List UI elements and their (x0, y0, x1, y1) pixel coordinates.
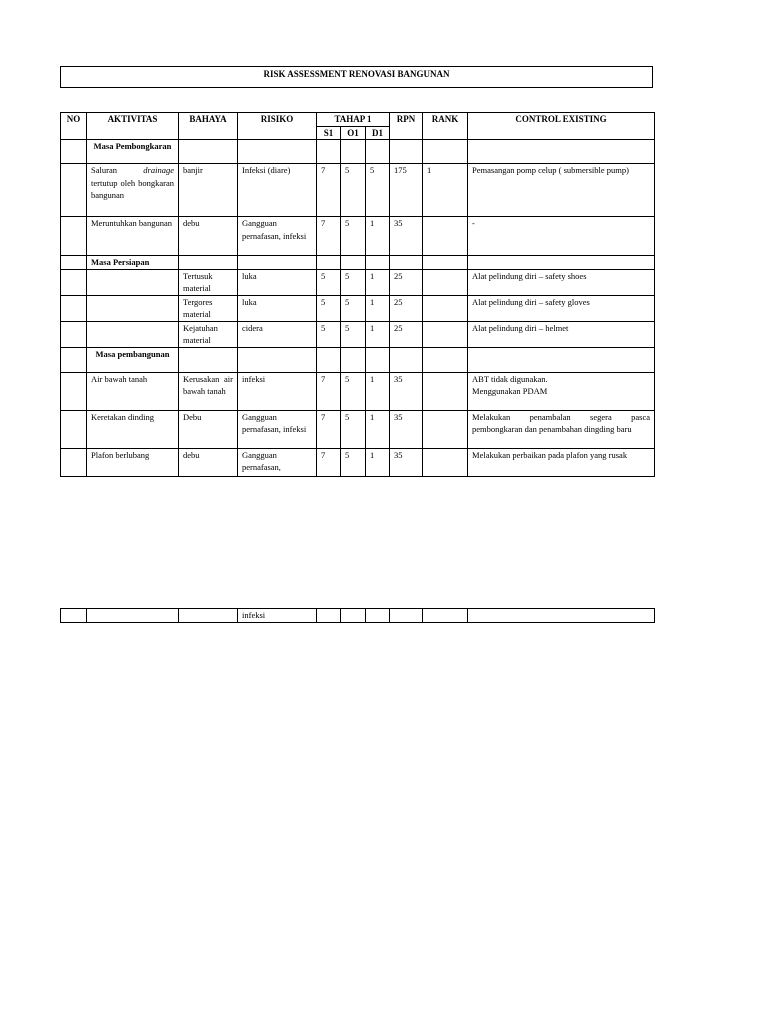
o-cell: 5 (341, 295, 366, 321)
bahaya-cell: debu (179, 448, 238, 476)
aktivitas-cell: Keretakan dinding (87, 410, 179, 448)
risk-assessment-table-continued (60, 608, 655, 623)
d-cell: 1 (366, 448, 390, 476)
header-control: CONTROL EXISTING (468, 113, 655, 140)
header-aktivitas: AKTIVITAS (87, 113, 179, 140)
aktivitas-cell: Saluran drainage tertutup oleh bongkaran bangunan (87, 164, 179, 217)
header-risiko: RISIKO (238, 113, 317, 140)
header-row (61, 113, 655, 127)
rank-cell: 1 (423, 164, 468, 217)
table-row (61, 609, 655, 623)
risiko-cell: luka (238, 295, 317, 321)
header-bahaya: BAHAYA (179, 113, 238, 140)
risiko-cell: Gangguan pernafasan, infeksi (238, 217, 317, 256)
rpn-cell: 35 (390, 372, 423, 410)
d-cell: 1 (366, 217, 390, 256)
bahaya-cell: Tertusuk material (179, 269, 238, 295)
o-cell: 5 (341, 164, 366, 217)
header-rank: RANK (423, 113, 468, 140)
section-row (61, 347, 655, 372)
d-cell: 1 (366, 410, 390, 448)
aktivitas-cell: Plafon berlubang (87, 448, 179, 476)
bahaya-cell: banjir (179, 164, 238, 217)
control-cell: Alat pelindung diri – safety gloves (468, 295, 655, 321)
rank-cell (423, 410, 468, 448)
section-pembongkaran: Masa Pembongkaran (87, 140, 179, 164)
rank-cell (423, 269, 468, 295)
o-cell: 5 (341, 372, 366, 410)
o-cell: 5 (341, 448, 366, 476)
aktivitas-cell: Meruntuhkan bangunan (87, 217, 179, 256)
section-pembangunan: Masa pembangunan (87, 347, 179, 372)
rank-cell (423, 321, 468, 347)
risiko-cell: cidera (238, 321, 317, 347)
rank-cell (423, 217, 468, 256)
aktivitas-cell (87, 321, 179, 347)
d-cell: 1 (366, 372, 390, 410)
header-s: S1 (317, 126, 341, 140)
control-cell: ABT tidak digunakan. Menggunakan PDAM (468, 372, 655, 410)
s-cell: 5 (317, 321, 341, 347)
aktivitas-cell (87, 269, 179, 295)
control-cell: Pemasangan pomp celup ( submersible pump) (468, 164, 655, 217)
control-cell: Melakukan penambalan segera pasca pembongkaran dan penambahan dingding baru (468, 410, 655, 448)
rpn-cell: 35 (390, 410, 423, 448)
section-row (61, 256, 655, 270)
table-row (61, 410, 655, 448)
risiko-cell: Gangguan pernafasan, infeksi (238, 410, 317, 448)
table-row (61, 217, 655, 256)
o-cell: 5 (341, 321, 366, 347)
risiko-cell: infeksi (238, 372, 317, 410)
s-cell: 7 (317, 410, 341, 448)
control-cell: Melakukan perbaikan pada plafon yang rusak (468, 448, 655, 476)
d-cell: 5 (366, 164, 390, 217)
table-row (61, 448, 655, 476)
bahaya-cell: Kejatuhan material (179, 321, 238, 347)
risiko-cell: Gangguan pernafasan, (238, 448, 317, 476)
o-cell: 5 (341, 269, 366, 295)
bahaya-cell: Debu (179, 410, 238, 448)
d-cell: 1 (366, 295, 390, 321)
control-cell: - (468, 217, 655, 256)
aktivitas-cell (87, 295, 179, 321)
table-row (61, 164, 655, 217)
bahaya-cell: Tergores material (179, 295, 238, 321)
header-rpn: RPN (390, 113, 423, 140)
s-cell: 7 (317, 164, 341, 217)
s-cell: 5 (317, 269, 341, 295)
table-row (61, 295, 655, 321)
rank-cell (423, 372, 468, 410)
rpn-cell: 25 (390, 269, 423, 295)
o-cell: 5 (341, 217, 366, 256)
aktivitas-cell: Air bawah tanah (87, 372, 179, 410)
risiko-cell: luka (238, 269, 317, 295)
section-row (61, 140, 655, 164)
bahaya-cell: Kerusakan air bawah tanah (179, 372, 238, 410)
header-no: NO (61, 113, 87, 140)
table-row (61, 372, 655, 410)
risiko-cell: infeksi (238, 609, 317, 623)
risk-assessment-table (60, 112, 655, 477)
document-title: RISK ASSESSMENT RENOVASI BANGUNAN (60, 66, 653, 88)
table-row (61, 269, 655, 295)
d-cell: 1 (366, 269, 390, 295)
s-cell: 7 (317, 217, 341, 256)
rpn-cell: 35 (390, 448, 423, 476)
section-persiapan: Masa Persiapan (87, 256, 179, 270)
header-o: O1 (341, 126, 366, 140)
header-tahap: TAHAP 1 (317, 113, 390, 127)
control-cell: Alat pelindung diri – safety shoes (468, 269, 655, 295)
s-cell: 5 (317, 295, 341, 321)
rpn-cell: 35 (390, 217, 423, 256)
s-cell: 7 (317, 372, 341, 410)
rank-cell (423, 295, 468, 321)
rpn-cell: 25 (390, 295, 423, 321)
d-cell: 1 (366, 321, 390, 347)
risiko-cell: Infeksi (diare) (238, 164, 317, 217)
rpn-cell: 175 (390, 164, 423, 217)
control-cell: Alat pelindung diri – helmet (468, 321, 655, 347)
s-cell: 7 (317, 448, 341, 476)
bahaya-cell: debu (179, 217, 238, 256)
o-cell: 5 (341, 410, 366, 448)
table-row (61, 321, 655, 347)
rank-cell (423, 448, 468, 476)
rpn-cell: 25 (390, 321, 423, 347)
header-d: D1 (366, 126, 390, 140)
